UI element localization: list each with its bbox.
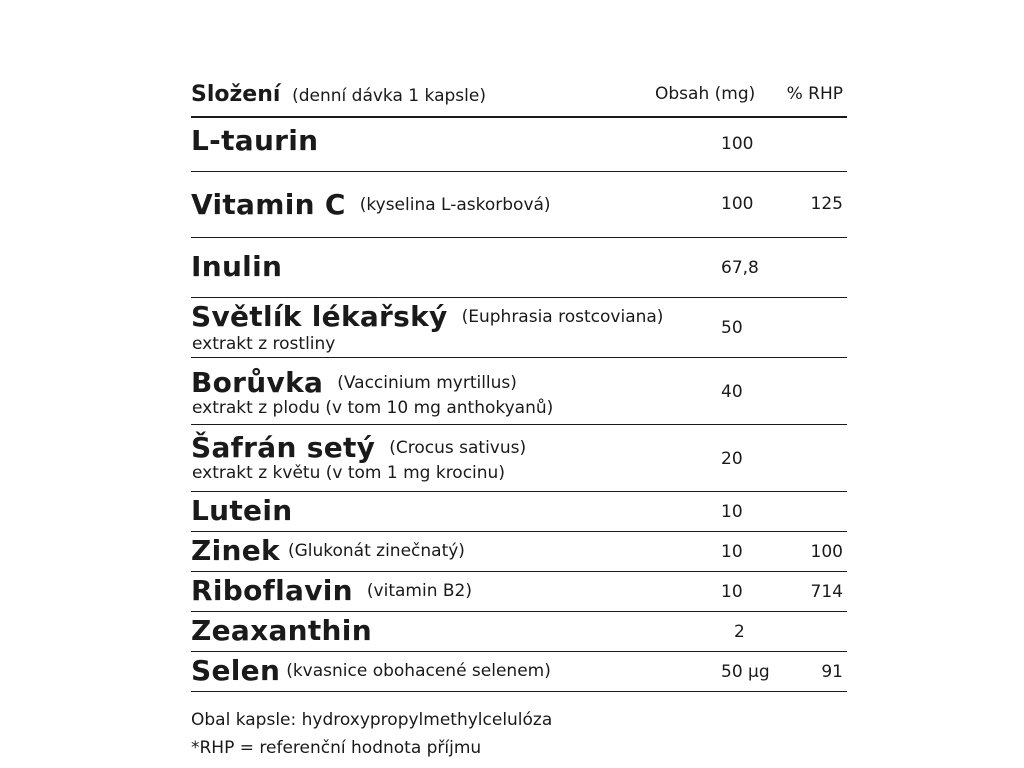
ingredient-extract: extrakt z rostliny [192, 334, 336, 354]
table-bottom-rule [191, 691, 847, 692]
table-row [191, 532, 847, 571]
ingredient-rhp: 125 [810, 194, 843, 214]
ingredient-name: Lutein [191, 494, 293, 527]
ingredient-name: Riboflavin [191, 574, 353, 607]
ingredient-extract: extrakt z květu (v tom 1 mg krocinu) [192, 463, 505, 483]
table-header [191, 80, 847, 116]
ingredient-amount: 2 [734, 622, 745, 642]
composition-table [191, 0, 847, 768]
rhp-definition-note: *RHP = referenční hodnota příjmu [191, 738, 482, 758]
ingredient-name: Inulin [191, 250, 283, 283]
ingredient-name: Borůvka [191, 366, 324, 399]
ingredient-name: Selen [191, 654, 281, 687]
capsule-shell-note: Obal kapsle: hydroxypropylmethylcelulóza [191, 710, 553, 730]
table-row [191, 425, 847, 491]
ingredient-rhp: 714 [810, 582, 843, 602]
ingredient-latin: (Glukonát zinečnatý) [287, 541, 465, 561]
table-row [191, 358, 847, 424]
ingredient-amount: 40 [721, 382, 743, 402]
ingredient-rhp: 91 [821, 662, 843, 682]
table-row [191, 612, 847, 651]
ingredient-latin: (Vaccinium myrtillus) [337, 373, 517, 393]
ingredient-amount: 67,8 [721, 258, 759, 278]
ingredient-latin: (Euphrasia rostcoviana) [461, 307, 664, 327]
table-row [191, 572, 847, 611]
table-row [191, 298, 847, 357]
ingredient-name: Šafrán setý [191, 431, 376, 464]
ingredient-amount: 10 [721, 542, 743, 562]
ingredient-latin: (Crocus sativus) [389, 438, 527, 458]
title-subtitle: (denní dávka 1 kapsle) [292, 86, 486, 106]
ingredient-latin: (kvasnice obohacené selenem) [286, 661, 551, 681]
column-header-amount: Obsah (mg) [655, 84, 756, 104]
ingredient-amount: 10 [721, 502, 743, 522]
footer-notes [191, 706, 831, 762]
ingredient-latin: (kyselina L-askorbová) [359, 195, 551, 215]
ingredient-latin: (vitamin B2) [366, 581, 472, 601]
ingredient-amount: 50 [721, 318, 743, 338]
ingredient-amount: 100 [721, 134, 754, 154]
ingredient-name: L-taurin [191, 124, 319, 157]
ingredient-amount: 100 [721, 194, 754, 214]
column-header-rhp: % RHP [786, 84, 843, 104]
ingredient-name: Světlík lékařský [191, 300, 448, 333]
ingredient-name: Zeaxanthin [191, 614, 372, 647]
table-row [191, 492, 847, 531]
table-title [191, 82, 486, 107]
ingredient-amount: 20 [721, 449, 743, 469]
ingredient-extract: extrakt z plodu (v tom 10 mg anthokyanů) [192, 398, 554, 418]
ingredient-name: Vitamin C [191, 188, 346, 221]
ingredient-amount: 10 [721, 582, 743, 602]
table-row [191, 172, 847, 237]
title-text: Složení [191, 82, 281, 107]
table-row [191, 652, 847, 691]
table-row [191, 118, 847, 171]
ingredient-name: Zinek [191, 534, 280, 567]
ingredient-rhp: 100 [810, 542, 843, 562]
ingredient-amount: 50 µg [721, 662, 770, 682]
table-row [191, 238, 847, 297]
